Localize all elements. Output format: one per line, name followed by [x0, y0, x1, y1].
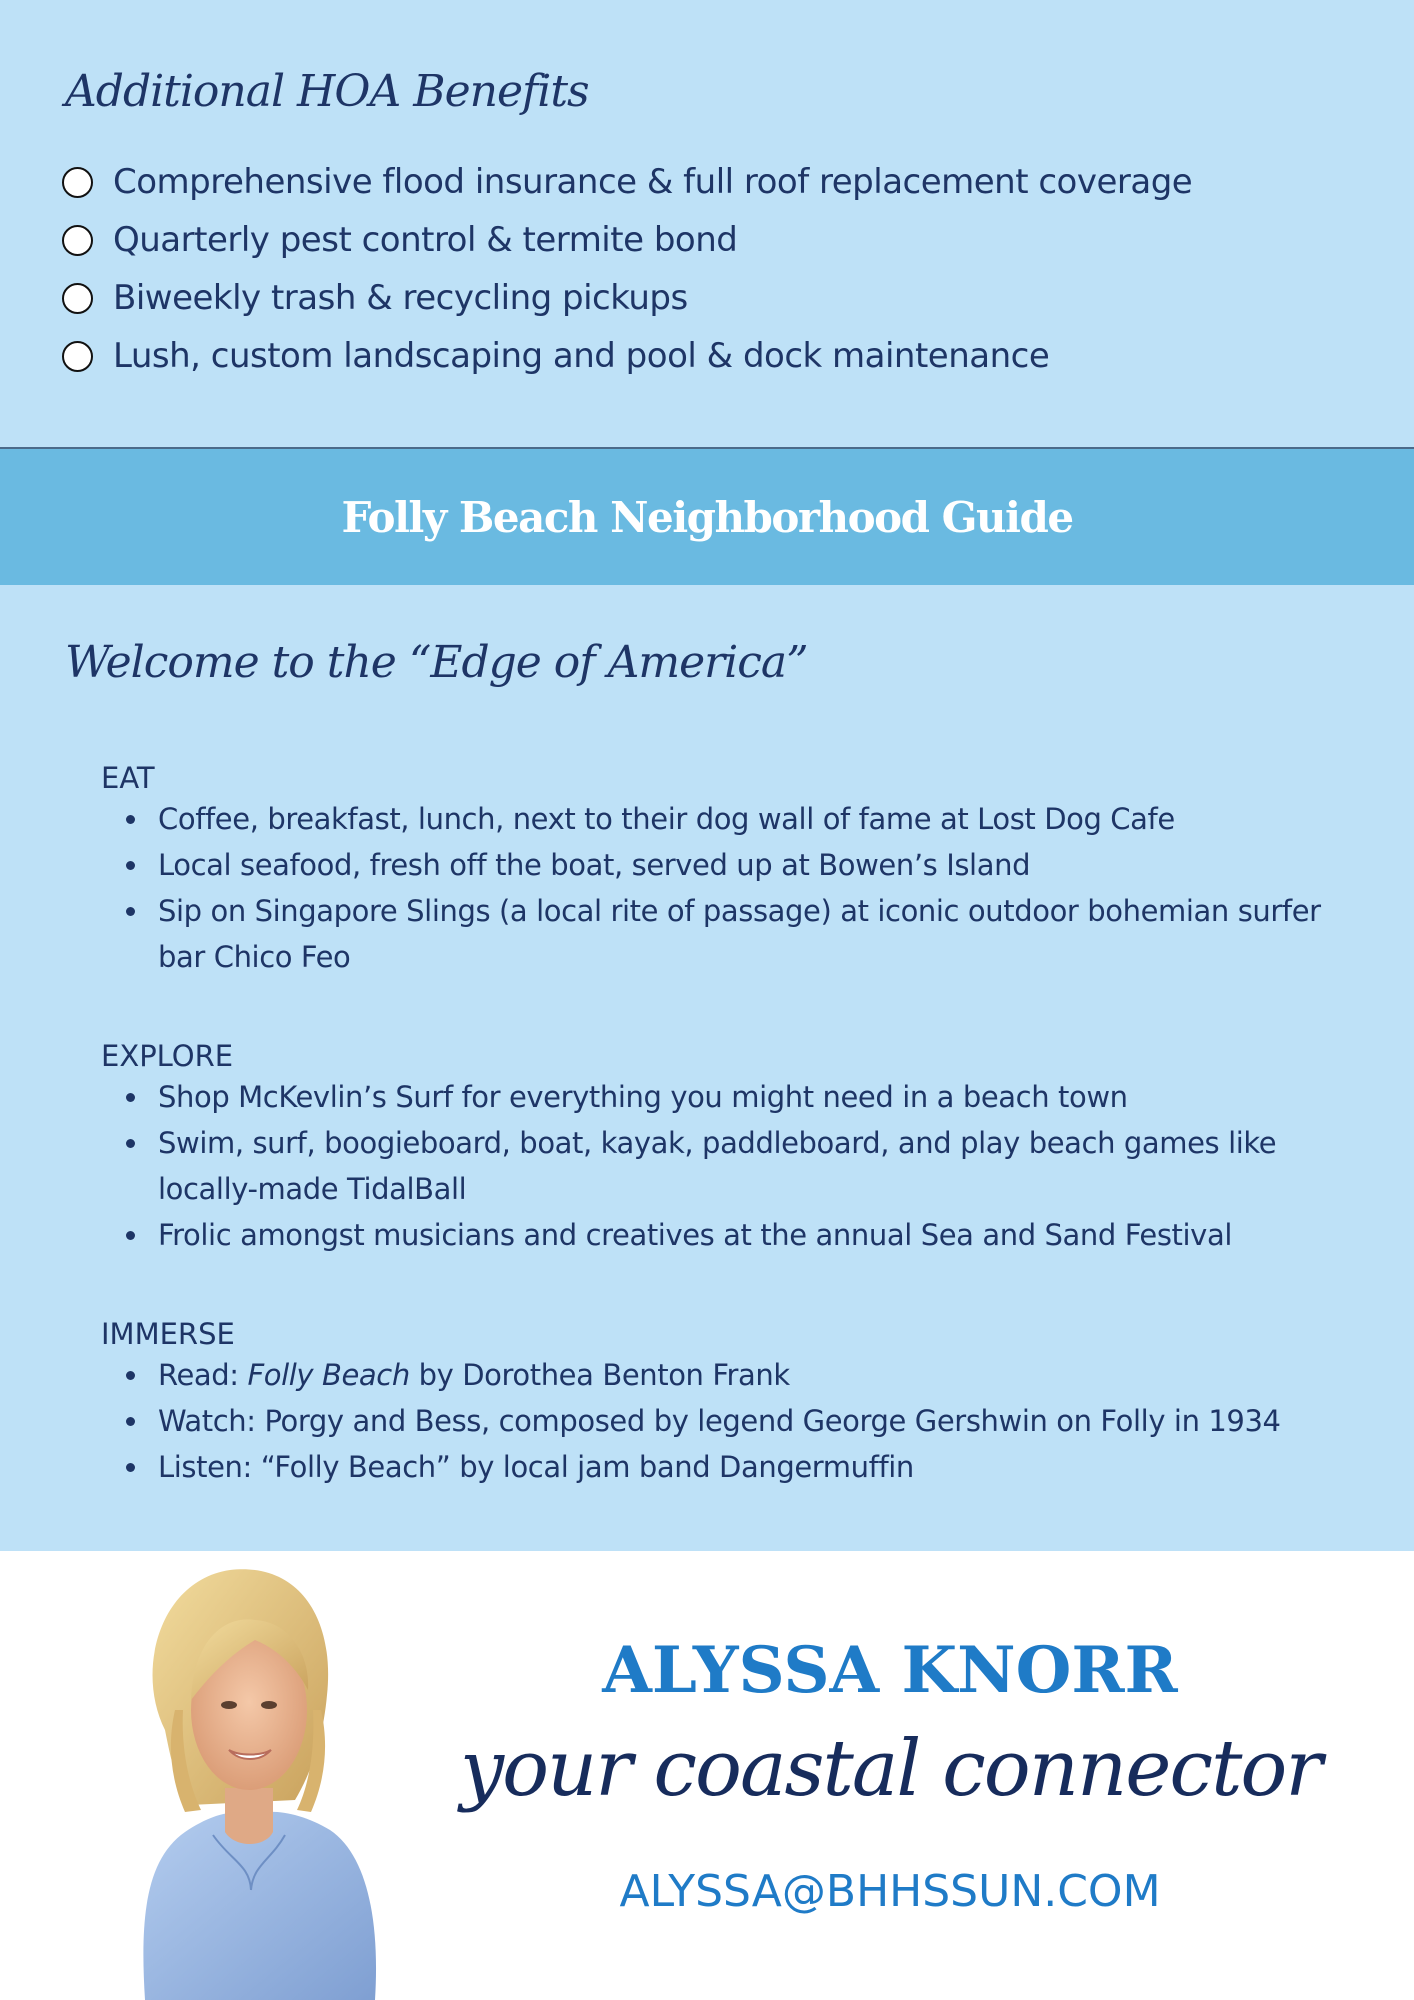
immerse-list: [101, 1352, 1321, 1490]
hoa-benefits-list: [62, 153, 1192, 385]
hoa-benefit-text: Quarterly pest control & termite bond: [113, 220, 738, 260]
circle-bullet-icon: [62, 225, 93, 256]
hoa-benefit-text: Biweekly trash & recycling pickups: [113, 278, 688, 318]
list-item: Sip on Singapore Slings (a local rite of passage) at iconic outdoor bohemian surfer bar Chico Feo: [101, 888, 1321, 980]
list-item: Swim, surf, boogieboard, boat, kayak, paddleboard, and play beach games like locally-made TidalBall: [101, 1120, 1321, 1212]
list-item: Watch: Porgy and Bess, composed by legend George Gershwin on Folly in 1934: [101, 1398, 1321, 1444]
book-title: Folly Beach: [247, 1358, 410, 1392]
hoa-benefit-item: [62, 327, 1192, 385]
eat-section: [101, 760, 1321, 980]
hoa-benefit-text: Lush, custom landscaping and pool & dock maintenance: [113, 336, 1050, 376]
agent-name: ALYSSA KNORR: [602, 1633, 1178, 1708]
list-item: Coffee, breakfast, lunch, next to their dog wall of fame at Lost Dog Cafe: [101, 796, 1321, 842]
agent-portrait-photo: [105, 1560, 390, 2000]
hoa-benefit-item: [62, 211, 1192, 269]
circle-bullet-icon: [62, 341, 93, 372]
list-item: Listen: “Folly Beach” by local jam band Dangermuffin: [101, 1444, 1321, 1490]
eat-list: [101, 796, 1321, 980]
explore-list: [101, 1074, 1321, 1258]
circle-bullet-icon: [62, 167, 93, 198]
hoa-benefits-title: Additional HOA Benefits: [65, 66, 589, 117]
eat-label: EAT: [101, 761, 155, 795]
hoa-benefit-item: [62, 153, 1192, 211]
immerse-label: IMMERSE: [101, 1317, 235, 1351]
welcome-heading: Welcome to the “Edge of America”: [65, 637, 808, 688]
agent-tagline: your coastal connector: [460, 1724, 1321, 1814]
circle-bullet-icon: [62, 283, 93, 314]
agent-email-link[interactable]: ALYSSA@BHHSSUN.COM: [619, 1866, 1161, 1917]
hoa-benefit-item: [62, 269, 1192, 327]
list-item: [101, 1352, 1321, 1398]
explore-label: EXPLORE: [101, 1039, 234, 1073]
list-item: Shop McKevlin’s Surf for everything you might need in a beach town: [101, 1074, 1321, 1120]
immerse-section: [101, 1316, 1321, 1490]
list-item: Local seafood, fresh off the boat, served up at Bowen’s Island: [101, 842, 1321, 888]
explore-section: [101, 1038, 1321, 1258]
read-prefix: Read:: [158, 1358, 248, 1392]
read-suffix: by Dorothea Benton Frank: [409, 1358, 790, 1392]
neighborhood-guide-title: Folly Beach Neighborhood Guide: [341, 492, 1073, 542]
hoa-benefit-text: Comprehensive flood insurance & full roof replacement coverage: [113, 162, 1193, 202]
list-item: Frolic amongst musicians and creatives at the annual Sea and Sand Festival: [101, 1212, 1321, 1258]
